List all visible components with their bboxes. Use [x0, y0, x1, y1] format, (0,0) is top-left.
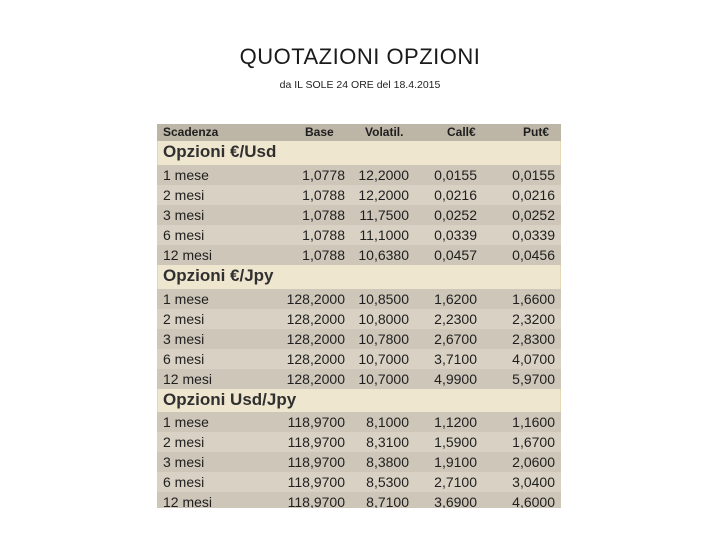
cell-call: 2,2300	[434, 311, 477, 327]
cell-put: 2,8300	[512, 331, 555, 347]
table-row	[157, 472, 561, 492]
cell-base: 1,0788	[302, 207, 345, 223]
cell-scadenza: 2 mesi	[163, 187, 205, 203]
cell-scadenza: 6 mesi	[163, 227, 205, 243]
cell-put: 0,0456	[512, 247, 555, 263]
cell-base: 128,2000	[286, 371, 345, 387]
cell-volatil: 10,8000	[358, 311, 409, 327]
cell-call: 0,0155	[434, 167, 477, 183]
cell-scadenza: 12 mesi	[163, 494, 213, 508]
cell-base: 128,2000	[286, 331, 345, 347]
cell-volatil: 10,7000	[358, 371, 409, 387]
cell-call: 4,9900	[434, 371, 477, 387]
cell-base: 118,9700	[287, 434, 345, 450]
cell-put: 1,6600	[512, 291, 555, 307]
cell-scadenza: 3 mesi	[163, 207, 205, 223]
page-subtitle: da IL SOLE 24 ORE del 18.4.2015	[279, 79, 441, 91]
header-call: Call€	[447, 125, 476, 139]
cell-base: 1,0788	[302, 227, 345, 243]
header-base: Base	[305, 125, 334, 139]
cell-volatil: 8,7100	[366, 494, 409, 508]
table-row	[157, 245, 561, 265]
cell-base: 128,2000	[286, 311, 345, 327]
cell-base: 1,0788	[302, 247, 345, 263]
cell-scadenza: 1 mese	[163, 291, 209, 307]
cell-scadenza: 6 mesi	[163, 474, 205, 490]
table-row	[157, 205, 561, 225]
cell-call: 3,6900	[434, 494, 477, 508]
cell-volatil: 8,3100	[366, 434, 409, 450]
section-label: Opzioni €/Jpy	[163, 266, 274, 285]
cell-volatil: 10,6380	[358, 247, 409, 263]
cell-volatil: 8,5300	[366, 474, 409, 490]
table-row	[157, 225, 561, 245]
cell-scadenza: 1 mese	[163, 167, 209, 183]
cell-scadenza: 2 mesi	[163, 434, 205, 450]
table-row	[157, 412, 561, 432]
cell-volatil: 12,2000	[358, 167, 409, 183]
cell-call: 0,0457	[434, 247, 477, 263]
cell-volatil: 11,1000	[359, 227, 409, 243]
cell-put: 0,0155	[512, 167, 555, 183]
cell-put: 0,0339	[512, 227, 555, 243]
cell-volatil: 12,2000	[358, 187, 409, 203]
cell-scadenza: 3 mesi	[163, 454, 205, 470]
cell-base: 128,2000	[286, 351, 345, 367]
cell-call: 2,6700	[434, 331, 477, 347]
cell-put: 2,0600	[512, 454, 555, 470]
cell-put: 5,9700	[512, 371, 555, 387]
table-row	[157, 165, 561, 185]
cell-call: 1,9100	[434, 454, 477, 470]
cell-put: 2,3200	[512, 311, 555, 327]
table-row	[157, 289, 561, 309]
newspaper-clipping	[157, 124, 561, 508]
section-title-usd-jpy	[157, 389, 561, 411]
cell-volatil: 10,8500	[358, 291, 409, 307]
header-put: Put€	[523, 125, 550, 139]
cell-base: 1,0788	[302, 187, 345, 203]
cell-put: 1,1600	[512, 414, 555, 430]
table-header	[157, 124, 561, 141]
table-row	[157, 329, 561, 349]
table-row	[157, 369, 561, 389]
cell-volatil: 10,7800	[358, 331, 409, 347]
table-row	[157, 349, 561, 369]
cell-volatil: 8,1000	[366, 414, 409, 430]
cell-call: 3,7100	[434, 351, 477, 367]
cell-base: 1,0778	[302, 167, 345, 183]
cell-call: 1,1200	[434, 414, 477, 430]
table-row	[157, 309, 561, 329]
cell-base: 128,2000	[286, 291, 345, 307]
cell-put: 0,0252	[512, 207, 555, 223]
cell-scadenza: 12 mesi	[163, 247, 213, 263]
cell-volatil: 11,7500	[359, 207, 409, 223]
cell-call: 0,0252	[434, 207, 477, 223]
cell-put: 1,6700	[512, 434, 555, 450]
section-label: Opzioni €/Usd	[163, 142, 277, 161]
cell-call: 0,0339	[434, 227, 477, 243]
section-title-eur-usd	[157, 141, 561, 163]
page-title: QUOTAZIONI OPZIONI	[239, 44, 481, 69]
cell-scadenza: 3 mesi	[163, 331, 205, 347]
cell-call: 0,0216	[434, 187, 477, 203]
table-row	[157, 185, 561, 205]
section-label: Opzioni Usd/Jpy	[163, 390, 297, 409]
cell-base: 118,9700	[287, 414, 345, 430]
cell-put: 4,6000	[512, 494, 555, 508]
cell-volatil: 10,7000	[358, 351, 409, 367]
cell-volatil: 8,3800	[366, 454, 409, 470]
header-volatil: Volatil.	[365, 125, 404, 139]
cell-scadenza: 12 mesi	[163, 371, 213, 387]
cell-put: 4,0700	[512, 351, 555, 367]
cell-call: 1,5900	[434, 434, 477, 450]
cell-put: 0,0216	[512, 187, 555, 203]
cell-base: 118,9700	[287, 494, 345, 508]
cell-scadenza: 1 mese	[163, 414, 209, 430]
table-row	[157, 452, 561, 472]
table-row	[157, 432, 561, 452]
cell-scadenza: 6 mesi	[163, 351, 205, 367]
cell-base: 118,9700	[287, 474, 345, 490]
cell-call: 2,7100	[434, 474, 477, 490]
header-scadenza: Scadenza	[163, 125, 219, 139]
table-row	[157, 492, 561, 508]
section-title-eur-jpy	[157, 265, 561, 287]
cell-base: 118,9700	[287, 454, 345, 470]
cell-call: 1,6200	[434, 291, 477, 307]
cell-scadenza: 2 mesi	[163, 311, 205, 327]
cell-put: 3,0400	[512, 474, 555, 490]
